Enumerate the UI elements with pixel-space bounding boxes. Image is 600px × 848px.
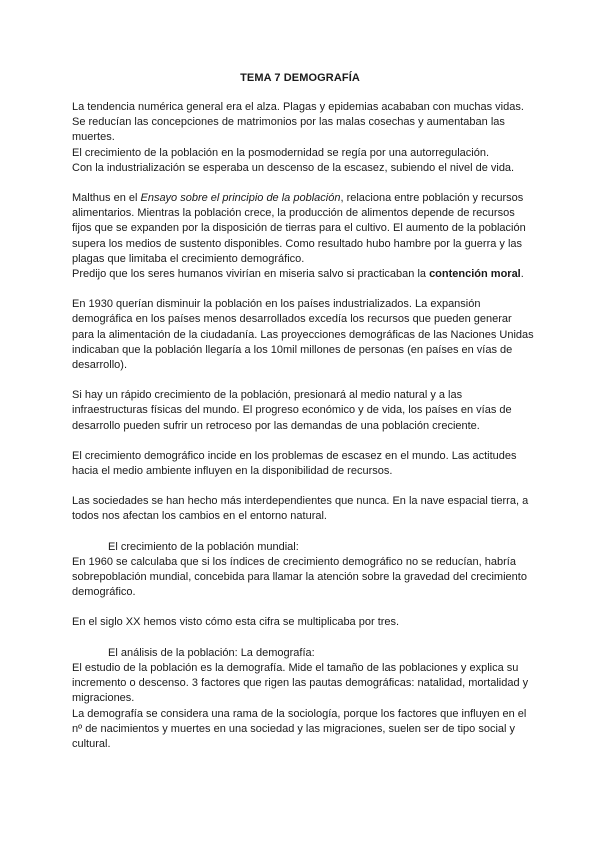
paragraph-historical-trends [72,100,534,176]
demography-body-2: La demografía se considera una rama de la sociología, porque los factores que influyen en el nº de nacimientos y muertes en una sociedad y las migraciones, suelen ser de tipo social y cultural. [72,707,527,750]
paragraph-twentieth-century: En el siglo XX hemos visto cómo esta cifra se multiplicaba por tres. [72,616,400,629]
demography-heading: El análisis de la población: La demografía: [108,646,315,659]
malthus-prediction: Predijo que los seres humanos vivirían en miseria salvo si practicaban la [72,268,430,281]
malthus-body: , relaciona entre población y recursos alimentarios. Mientras la población crece, la producción de alimentos depende de recursos fijos que se expanden por la disposición de tierras para el cultivo. El aumento de la población supera los medios de sustento disponibles. Como resultado hubo hambre por la guerra y las plagas que limitaba el crecimiento demográfico. [72,192,526,265]
malthus-book-title: Ensayo sobre el principio de la población [140,192,341,205]
line-trend: La tendencia numérica general era el alza. Plagas y epidemias acababan con muchas vidas. [72,101,524,113]
world-growth-body: En 1960 se calculaba que si los índices de crecimiento demográfico no se reducían, habría sobrepoblación mundial, concebida para llamar la atención sobre la gravedad del crecimiento demográfico. [72,555,527,599]
document-body [72,100,534,752]
demography-body-1: El estudio de la población es la demografía. Mide el tamaño de las poblaciones y explica su incremento o descenso. 3 factores que rigen las pautas demográficas: natalidad, mortalidad y migraciones. [72,661,529,705]
paragraph-1930: En 1930 querían disminuir la población en los países industrializados. La expansión demográfica en los países menos desarrollados excedía los recursos que pueden generar para la alimentación de la ciudadanía. Las proyecciones demográficas de las Naciones Unidas indicaban que la población llegaría a los 10mil millones de personas (en países en vías de desarrollo). [72,298,534,372]
malthus-intro: Malthus en el [72,192,141,205]
paragraph-rapid-growth: Si hay un rápido crecimiento de la población, presionará al medio natural y a las infraestructuras físicas del mundo. El progreso económico y de vida, los países en vías de desarrollo pueden sufrir un retroceso por las demandas de una población creciente. [72,389,512,432]
document-title: TEMA 7 DEMOGRAFÍA [240,72,360,84]
malthus-end: . [520,268,524,281]
paragraph-interdependence: Las sociedades se han hecho más interdependientes que nunca. En la nave espacial tierra, a todos nos afectan los cambios en el entorno natural. [72,495,529,523]
paragraph-demography [72,646,534,752]
malthus-key-term: contención moral [429,268,521,281]
world-growth-heading: El crecimiento de la población mundial: [108,540,299,553]
paragraph-malthus [72,191,534,282]
line-marriages: Se reducían las concepciones de matrimonios por las malas cosechas y aumentaban las muertes. [72,116,505,144]
line-industrialization: Con la industrialización se esperaba un descenso de la escasez, subiendo el nivel de vida. [72,161,515,174]
paragraph-scarcity: El crecimiento demográfico incide en los problemas de escasez en el mundo. Las actitudes hacia el medio ambiente influyen en la disponibilidad de recursos. [72,449,517,478]
line-autoregulation: El crecimiento de la población en la posmodernidad se regía por una autorregulación. [72,146,490,159]
paragraph-world-growth [72,540,534,601]
